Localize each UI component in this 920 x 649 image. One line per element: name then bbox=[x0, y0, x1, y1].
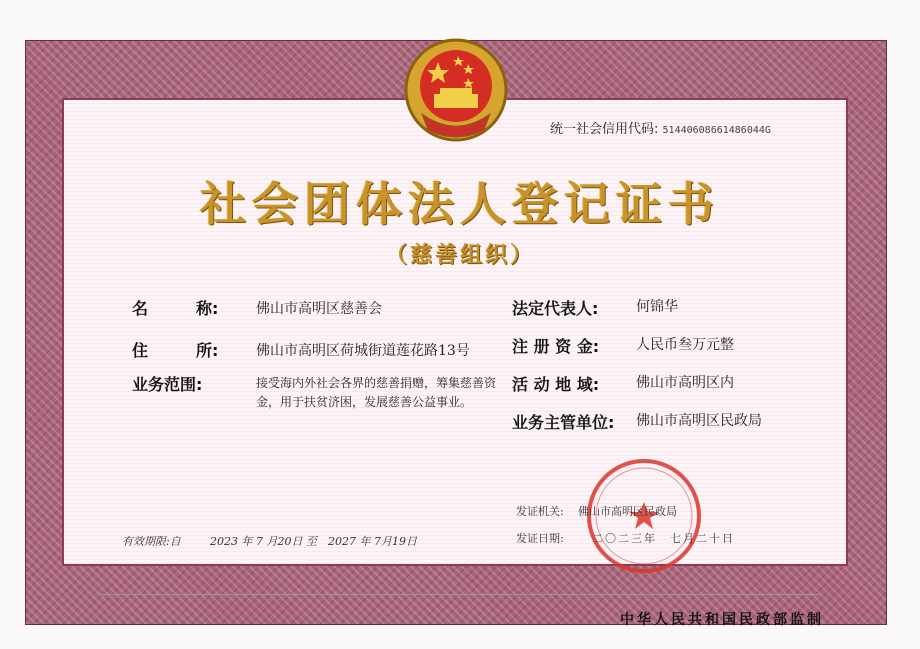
legal-rep-label: 法定代表人: bbox=[512, 299, 599, 318]
name-value: 佛山市高明区慈善会 bbox=[256, 301, 382, 317]
validity-value: 2023 年 7 月20日 至 2027 年 7月19日 bbox=[210, 535, 417, 548]
credit-code bbox=[550, 118, 771, 137]
issue-date-value: 二〇二三年 七月二十日 bbox=[592, 532, 735, 545]
validity-label: 有效期限:自 bbox=[122, 535, 181, 548]
area-label: 活 动 地 域: bbox=[512, 375, 600, 394]
credit-code-value: 51440608661486044G bbox=[662, 125, 771, 136]
issue-date-label: 发证日期: bbox=[516, 532, 564, 545]
supervisor-label: 业务主管单位: bbox=[512, 413, 615, 432]
supervisor-value: 佛山市高明区民政局 bbox=[636, 413, 762, 429]
address-label: 住 所: bbox=[132, 341, 219, 360]
footer-text: 中华人民共和国民政部监制 bbox=[620, 612, 824, 628]
legal-rep-value: 何锦华 bbox=[636, 299, 678, 315]
address-value: 佛山市高明区荷城街道莲花路13号 bbox=[256, 343, 470, 359]
national-emblem-icon bbox=[400, 34, 512, 146]
credit-code-label: 统一社会信用代码: bbox=[550, 122, 659, 137]
scope-label: 业务范围: bbox=[132, 375, 203, 394]
issuer-value: 佛山市高明区民政局 bbox=[578, 505, 677, 518]
capital-value: 人民币叁万元整 bbox=[636, 337, 734, 353]
capital-label: 注 册 资 金: bbox=[512, 337, 600, 356]
certificate-title: 社会团体法人登记证书 bbox=[200, 177, 720, 231]
certificate-subtitle: （慈善组织） bbox=[384, 243, 535, 268]
divider bbox=[100, 594, 820, 595]
issuer-label: 发证机关: bbox=[516, 505, 564, 518]
scope-value: 接受海内外社会各界的慈善捐赠，筹集慈善资金，用于扶贫济困，发展慈善公益事业。 bbox=[256, 376, 497, 409]
name-label: 名 称: bbox=[132, 299, 219, 318]
area-value: 佛山市高明区内 bbox=[636, 375, 734, 391]
